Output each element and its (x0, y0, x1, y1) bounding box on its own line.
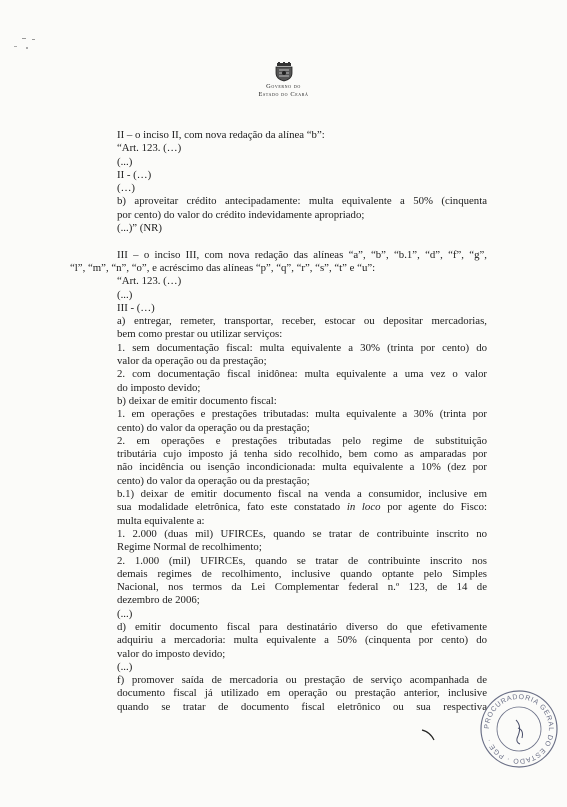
text-line: valor do imposto devido; (117, 647, 226, 660)
text-line: 2. 1.000 (mil) UFIRCEs, quando se tratar de contribuinte inscrito nos (117, 554, 487, 567)
svg-text:PROCURADORIA GERAL DO ESTADO · (484, 694, 554, 764)
decree-body-text (70, 129, 487, 714)
text-line: demais regimes de recolhimento, inclusive quando optante pelo Simples (117, 567, 487, 580)
text-line: valor da operação ou da prestação; (117, 355, 267, 368)
state-coat-of-arms-icon (273, 62, 295, 82)
text-line: 2. com documentação fiscal inidônea: multa equivalente a uma vez o valor (117, 368, 487, 381)
text-line: Nacional, nos termos da Lei Complementar federal n.º 123, de 14 de (117, 581, 487, 594)
header-line-2: Estado do Ceará (258, 91, 309, 98)
text-line: (...) (117, 155, 133, 168)
text-line: dezembro de 2006; (117, 594, 200, 607)
text-line: (...) (117, 288, 133, 301)
text-line: “l”, “m”, “n”, “o”, e acréscimo das alíneas “p”, “q”, “r”, “s”, “t” e “u”: (70, 261, 376, 274)
text-line: “Art. 123. (…) (117, 275, 182, 288)
text-line: não incidência ou isenção incondicionada: multa equivalente a 10% (dez por (117, 461, 487, 474)
text-line: (…) (117, 182, 135, 195)
signature-mark-icon (400, 718, 440, 748)
text-line: (...) (117, 660, 133, 673)
text-line: quando se tratar de documento fiscal eletrônico ou sua respectiva (117, 700, 487, 713)
letterhead (0, 62, 567, 99)
text-line: (...) (117, 607, 133, 620)
text-line: a) entregar, remeter, transportar, receber, estocar ou depositar mercadorias, (117, 315, 487, 328)
text-line: f) promover saída de mercadoria ou prestação de serviço acompanhada de (117, 674, 487, 687)
text-line: por cento) do valor do crédito indevidamente apropriado; (117, 208, 365, 221)
text-line: III - (…) (117, 301, 155, 314)
text-line: sua modalidade eletrônica, fato este constatado in loco por agente do Fisco: (117, 501, 487, 514)
text-line: b.1) deixar de emitir documento fiscal na venda a consumidor, inclusive em (117, 488, 487, 501)
text-line: III – o inciso III, com nova redação das alíneas “a”, “b”, “b.1”, “d”, “f”, “g”, (117, 248, 487, 261)
header-line-1: Governo do (266, 83, 301, 90)
text-line: do imposto devido; (117, 381, 201, 394)
text-line: tributária cujo imposto já tenha sido recolhido, bem como as amparadas por (117, 448, 487, 461)
text-line: II – o inciso II, com nova redação da alínea “b”: (117, 129, 325, 141)
text-line: Regime Normal de recolhimento; (117, 541, 262, 554)
text-line: II - (…) (117, 168, 152, 181)
stamp-text: PROCURADORIA GERAL DO ESTADO · PGE · (483, 693, 555, 765)
text-line: 1. sem documentação fiscal: multa equivalente a 30% (trinta por cento) do (117, 341, 487, 354)
text-line: adquiriu a mercadoria: multa equivalente a 50% (cinquenta por cento) do (117, 634, 487, 647)
text-line: d) emitir documento fiscal para destinatário diverso do que efetivamente (117, 620, 487, 633)
text-line: 1. 2.000 (duas mil) UFIRCEs, quando se tratar de contribuinte inscrito no (117, 527, 487, 540)
text-line: 2. em operações e prestações tributadas pelo regime de substituição (117, 434, 487, 447)
official-stamp-icon (478, 688, 560, 770)
italic-term: in loco (346, 501, 381, 514)
text-line: bem como prestar ou utilizar serviços: (117, 328, 283, 341)
text-line: cento) do valor da operação ou da prestação; (117, 474, 310, 487)
paragraph-gap (117, 235, 487, 248)
text-line: multa equivalente a: (117, 514, 205, 527)
text-line: (...)” (NR) (117, 222, 162, 235)
text-line: 1. em operações e prestações tributadas: multa equivalente a 30% (trinta por (117, 408, 487, 421)
text-line: documento fiscal já utilizado em operação ou prestação anterior, inclusive (117, 687, 487, 700)
text-line: b) aproveitar crédito antecipadamente: multa equivalente a 50% (cinquenta (117, 195, 487, 208)
text-line: b) deixar de emitir documento fiscal: (117, 394, 277, 407)
text-line: cento) do valor da operação ou da prestação; (117, 421, 310, 434)
text-line: “Art. 123. (…) (117, 142, 182, 155)
